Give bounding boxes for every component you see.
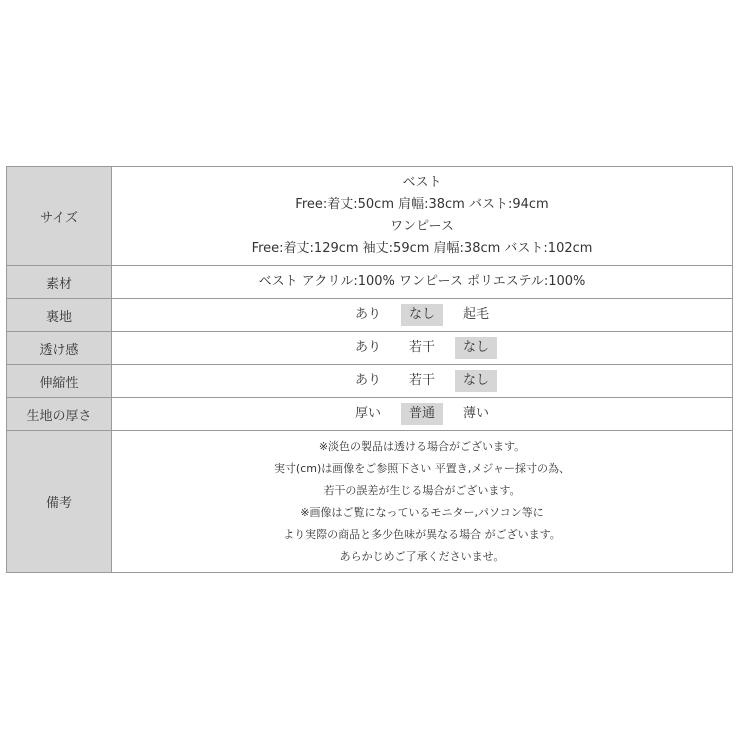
sheer-options xyxy=(112,332,733,365)
stretch-options xyxy=(112,365,733,398)
option-item: 普通 xyxy=(401,403,443,425)
notes-value xyxy=(112,431,733,573)
option-item: 厚い xyxy=(354,406,381,421)
note-line: ※画像はご覧になっているモニター,パソコン等に xyxy=(300,505,544,519)
spec-table xyxy=(6,166,733,573)
stretch-row xyxy=(7,365,733,398)
option-item: なし xyxy=(401,304,443,326)
note-line: 実寸(cm)は画像をご参照下さい 平置き,メジャー採寸の為、 xyxy=(273,461,571,475)
sheer-label: 透け感 xyxy=(7,332,112,365)
stretch-label: 伸縮性 xyxy=(7,365,112,398)
size-line: ベスト xyxy=(402,175,442,190)
option-item: なし xyxy=(455,337,497,359)
option-item: なし xyxy=(455,370,497,392)
option-item: 薄い xyxy=(463,406,490,421)
material-row xyxy=(7,266,733,299)
note-line: ※淡色の製品は透ける場合がございます。 xyxy=(318,439,526,453)
size-line: Free:着丈:50cm 肩幅:38cm バスト:94cm xyxy=(295,197,549,212)
note-line: 若干の誤差が生じる場合がございます。 xyxy=(323,483,521,497)
size-value xyxy=(112,167,733,266)
note-line: あらかじめご了承くださいませ。 xyxy=(339,549,505,563)
notes-row xyxy=(7,431,733,573)
size-row xyxy=(7,167,733,266)
option-item: あり xyxy=(354,340,381,355)
option-item: あり xyxy=(354,307,381,322)
material-label: 素材 xyxy=(7,266,112,299)
option-item: 起毛 xyxy=(463,307,490,322)
thickness-row xyxy=(7,398,733,431)
lining-row xyxy=(7,299,733,332)
lining-options xyxy=(112,299,733,332)
size-line: Free:着丈:129cm 袖丈:59cm 肩幅:38cm バスト:102cm xyxy=(251,241,593,256)
sheer-row xyxy=(7,332,733,365)
note-line: より実際の商品と多少色味が異なる場合 がございます。 xyxy=(283,527,561,541)
thickness-options xyxy=(112,398,733,431)
material-value: ベスト アクリル:100% ワンピース ポリエステル:100% xyxy=(112,266,733,299)
size-line: ワンピース xyxy=(390,219,454,234)
option-item: 若干 xyxy=(408,373,435,388)
thickness-label: 生地の厚さ xyxy=(7,398,112,431)
option-item: 若干 xyxy=(408,340,435,355)
notes-label: 備考 xyxy=(7,431,112,573)
size-label: サイズ xyxy=(7,167,112,266)
lining-label: 裏地 xyxy=(7,299,112,332)
option-item: あり xyxy=(354,373,381,388)
